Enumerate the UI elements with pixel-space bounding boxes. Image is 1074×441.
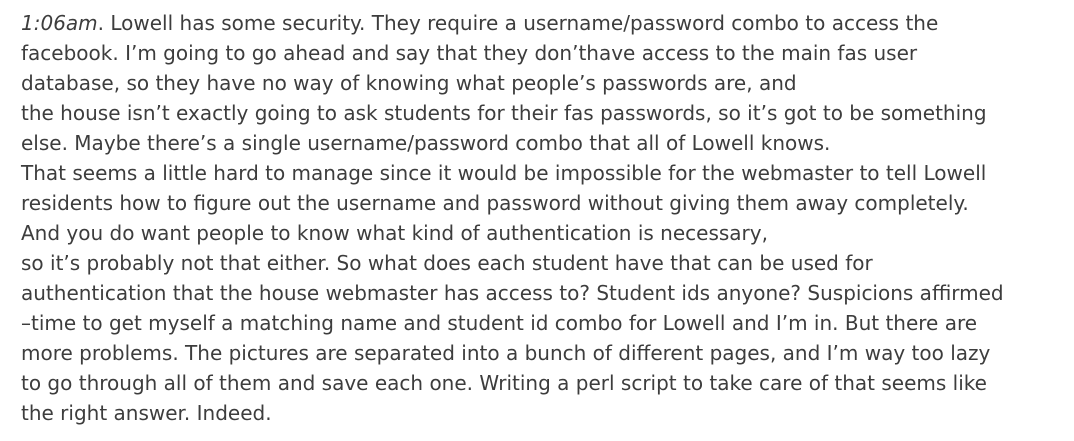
entry-timestamp: 1:06am <box>21 11 98 35</box>
journal-entry <box>21 8 1066 428</box>
text-line: residents how to figure out the username and password without giving them away completely. <box>21 191 969 215</box>
text-line: That seems a little hard to manage since it would be impossible for the webmaster to tell Lowell <box>21 161 987 185</box>
text-line: the right answer. Indeed. <box>21 401 272 425</box>
text-line: facebook. I’m going to go ahead and say that they don’thave access to the main fas user <box>21 41 918 65</box>
text-line: else. Maybe there’s a single username/password combo that all of Lowell knows. <box>21 131 831 155</box>
text-line: to go through all of them and save each one. Writing a perl script to take care of that seems like <box>21 371 987 395</box>
text-line: more problems. The pictures are separated into a bunch of different pages, and I’m way too lazy <box>21 341 991 365</box>
text-line-content: . Lowell has some security. They require a username/password combo to access the <box>97 11 939 35</box>
text-line: And you do want people to know what kind of authentication is necessary, <box>21 221 768 245</box>
text-line: so it’s probably not that either. So what does each student have that can be used for <box>21 251 873 275</box>
text-line: the house isn’t exactly going to ask students for their fas passwords, so it’s got to be something <box>21 101 987 125</box>
text-line <box>21 8 1066 38</box>
text-line: authentication that the house webmaster has access to? Student ids anyone? Suspicions affirmed <box>21 281 1004 305</box>
text-line: database, so they have no way of knowing what people’s passwords are, and <box>21 71 797 95</box>
text-line: –time to get myself a matching name and student id combo for Lowell and I’m in. But there are <box>21 311 978 335</box>
